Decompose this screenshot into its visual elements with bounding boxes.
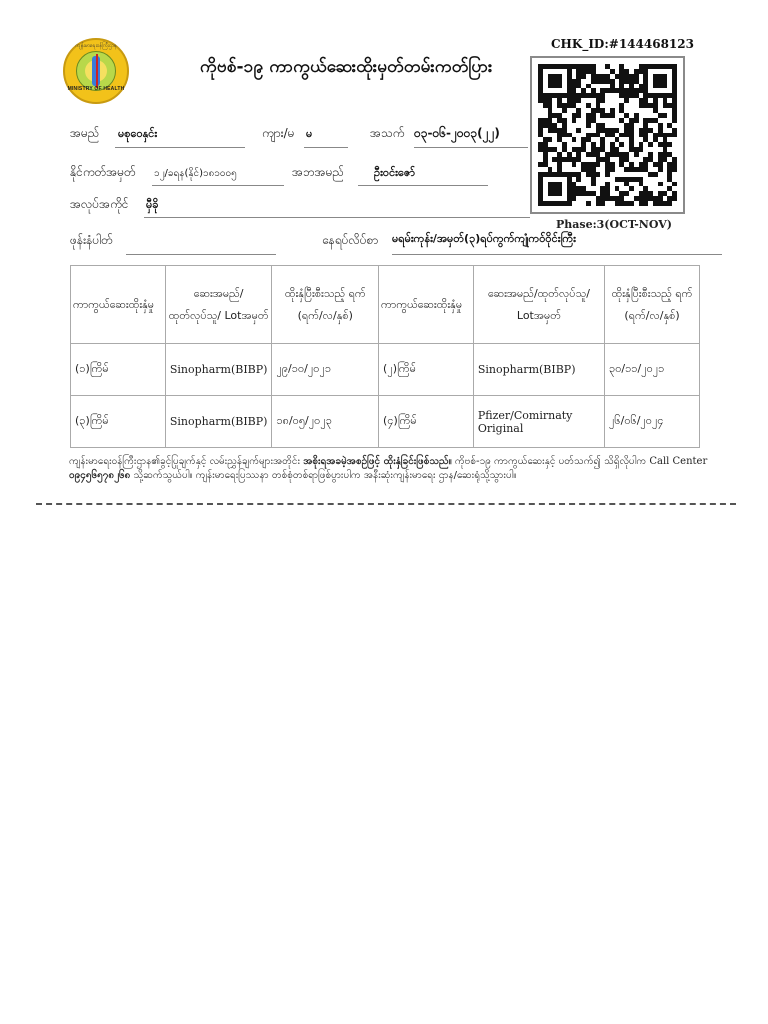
dose-cell: (၃)ကြိမ် [71, 396, 166, 448]
note-text: ကိုဗစ်-၁၉ ကာကွယ်ဆေးနှင့် ပတ်သက်၍ သိရှိလိုပါက [451, 456, 650, 467]
header-vaccine: ဆေးအမည်/ ထုတ်လုပ်သူ/ Lotအမှတ် [165, 266, 272, 344]
vaccine-cell: Sinopharm(BIBP) [473, 344, 604, 396]
nrc-value: ၁၂/ခရန(နိုင်)၁၈၁၀၀၅ [154, 168, 237, 179]
date-cell: ၃၀/၁၁/၂၀၂၁ [605, 344, 700, 396]
name-label: အမည် [70, 126, 100, 140]
occupation-label: အလုပ်အကိုင် [70, 197, 129, 211]
qr-code-icon [538, 64, 677, 206]
dose-cell: (၁)ကြိမ် [71, 344, 166, 396]
phase-label: Phase:3(OCT-NOV) [556, 218, 672, 231]
qr-code [530, 56, 685, 214]
call-center-number: ၀၉၄၅၆၅၇၈၂၆၈ [69, 470, 131, 481]
header-dose: ကာကွယ်ဆေးထိုးနှံမှု [379, 266, 474, 344]
nrc-label: နိုင်ကတ်အမှတ် [70, 165, 136, 179]
note-bold-text: အစိုးရအခမဲ့အစဉ်ဖြင့် ထိုးနှံခြင်းဖြစ်သည်။ [303, 456, 452, 467]
note-text: ကျန်းမာရေးဝန်ကြီးဌာန၏ခွင့်ပြုချက်နှင့် လမ်းညွှန်ချက်များအတိုင်း [69, 456, 304, 467]
name-value: မစုဝေနှင်း [118, 127, 158, 140]
header-date: ထိုးနှံပြီးစီးသည့် ရက် (ရက်/လ/နှစ်) [605, 266, 700, 344]
header-dose: ကာကွယ်ဆေးထိုးနှံမှု [71, 266, 166, 344]
card-title: ကိုဗစ်-၁၉ ကာကွယ်ဆေးထိုးမှတ်တမ်းကတ်ပြား [200, 57, 493, 77]
address-value: မရမ်းကုန်း/အမှတ်(၃)ရပ်ကွက်ကျုံကဝ်ဝိုင်းကြီး [392, 232, 576, 245]
vaccine-cell: Pfizer/Comirnaty Original [473, 396, 604, 448]
father-name-label: အဘအမည် [292, 165, 345, 179]
logo-emblem-icon [76, 51, 116, 91]
gender-value: မ [306, 127, 313, 140]
phone-label: ဖုန်းနံပါတ် [70, 233, 113, 247]
note-text: သို့ဆက်သွယ်ပါ။ ကျန်းမာရေးပြဿနာ တစ်စုံတစ်ရာဖြစ်ပွားပါက အနီးဆုံးကျန်းမာရေး ဌာန/ဆေးရုံသို့သွားပါ။ [130, 470, 517, 481]
dose-cell: (၄)ကြိမ် [379, 396, 474, 448]
logo-bottom-text: MINISTRY OF HEALTH [67, 86, 125, 92]
table-row [71, 344, 700, 396]
logo-top-text: ကျန်းမာရေးဝန်ကြီးဌာန [75, 43, 117, 49]
vaccine-cell: Sinopharm(BIBP) [165, 396, 272, 448]
chk-id: CHK_ID:#144468123 [551, 37, 694, 51]
vaccine-cell: Sinopharm(BIBP) [165, 344, 272, 396]
occupation-value: မှီခို [146, 198, 159, 211]
gender-label: ကျား/မ [262, 126, 295, 140]
ministry-of-health-logo [63, 38, 129, 104]
age-label: အသက် [370, 126, 405, 140]
address-label: နေရပ်လိပ်စာ [322, 233, 379, 247]
date-cell: ၂၆/၀၆/၂၀၂၄ [605, 396, 700, 448]
age-value: ၀၃-၀၆-၂၀၀၃(၂၂) [414, 126, 500, 140]
father-name-value: ဦးဝင်းဇော် [374, 166, 416, 179]
cut-line-divider [36, 503, 736, 505]
table-header-row [71, 266, 700, 344]
header-date: ထိုးနှံပြီးစီးသည့် ရက် (ရက်/လ/နှစ်) [272, 266, 379, 344]
call-center-label: Call Center [649, 456, 708, 467]
date-cell: ၁၈/၀၅/၂၀၂၃ [272, 396, 379, 448]
date-cell: ၂၉/၁၀/၂၀၂၁ [272, 344, 379, 396]
dose-cell: (၂)ကြိမ် [379, 344, 474, 396]
footer-note [69, 455, 709, 483]
vaccination-table [70, 265, 700, 448]
table-row [71, 396, 700, 448]
header-vaccine: ဆေးအမည်/ထုတ်လုပ်သူ/ Lotအမှတ် [473, 266, 604, 344]
